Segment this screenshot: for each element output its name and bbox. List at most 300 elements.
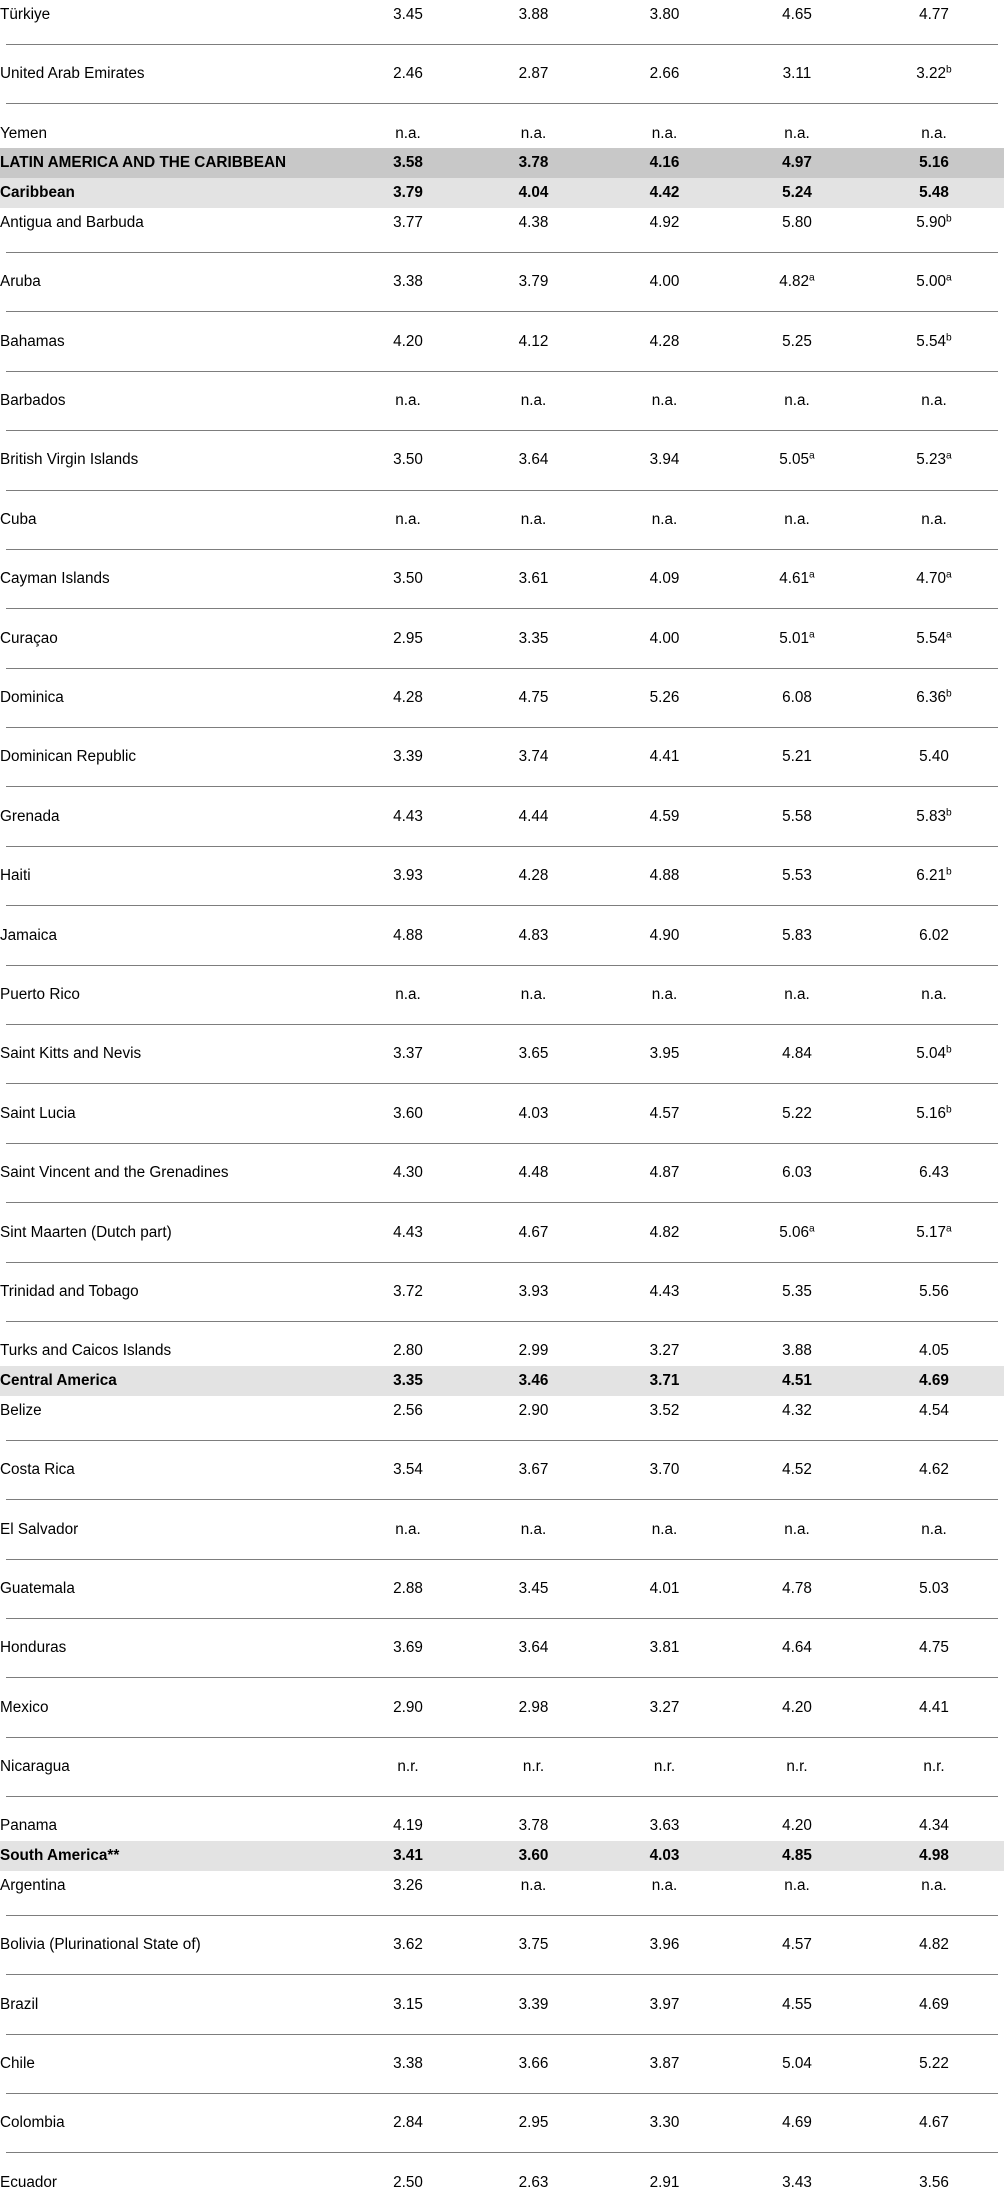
row-separator-line: [0, 832, 1004, 862]
data-cell: [348, 445, 468, 475]
table-row: [0, 148, 1004, 178]
cell-value: 3.39: [518, 1995, 549, 2013]
cell-value: n.a.: [651, 1876, 678, 1894]
cell-value: 3.79: [518, 273, 549, 291]
row-separator: [0, 594, 1004, 624]
data-cell: [468, 1277, 599, 1307]
cell-value: 4.43: [649, 1282, 680, 1300]
data-cell: [730, 1841, 864, 1871]
cell-value: 5.56: [919, 1282, 949, 1300]
data-cell: [864, 2168, 1004, 2198]
row-separator: [0, 1485, 1004, 1515]
cell-value: n.a.: [651, 1520, 678, 1538]
footnote-marker: a: [809, 629, 815, 641]
data-cell: [348, 386, 468, 416]
cell-value: 3.38: [393, 2055, 423, 2073]
row-separator-line: [0, 950, 1004, 980]
cell-value: 3.60: [518, 1847, 549, 1865]
row-label: Bolivia (Plurinational State of): [0, 1936, 201, 1954]
data-cell: [468, 1633, 599, 1663]
data-cell: [348, 1515, 468, 1545]
data-cell: [730, 445, 864, 475]
data-cell: [864, 208, 1004, 238]
footnote-marker: a: [946, 1222, 952, 1234]
cell-value: 4.34: [919, 1817, 949, 1835]
data-cell: [864, 267, 1004, 297]
footnote-marker: b: [946, 807, 952, 819]
row-label: United Arab Emirates: [0, 65, 145, 83]
cell-value: n.a.: [520, 1520, 547, 1538]
data-cell: [348, 1752, 468, 1782]
cell-value: 2.56: [393, 1401, 423, 1419]
data-cell: [730, 624, 864, 654]
row-separator-line: [0, 1069, 1004, 1099]
cell-value: 3.64: [518, 1639, 549, 1657]
cell-value: n.a.: [651, 985, 678, 1003]
data-cell: [599, 2168, 730, 2198]
row-label: Honduras: [0, 1639, 67, 1657]
data-cell: [468, 1871, 599, 1901]
table-row: [0, 1396, 1004, 1426]
table-row: [0, 742, 1004, 772]
data-cell: [599, 1158, 730, 1188]
cell-value: n.a.: [784, 1520, 810, 1538]
cell-value: 4.52: [782, 1461, 812, 1479]
row-label: Chile: [0, 2055, 35, 2073]
cell-value: 3.94: [649, 451, 680, 469]
cell-value: 5.24: [782, 184, 812, 202]
cell-value: 6.21: [916, 867, 947, 885]
cell-value: 3.74: [518, 748, 549, 766]
cell-value: 4.20: [782, 1698, 812, 1716]
data-cell: [599, 1099, 730, 1129]
cell-value: 2.95: [393, 629, 423, 647]
data-cell: [864, 1811, 1004, 1841]
data-cell: [730, 1633, 864, 1663]
row-separator-line: [0, 238, 1004, 268]
cell-value: 4.20: [393, 332, 423, 350]
row-label: Argentina: [0, 1876, 66, 1894]
data-cell: [599, 683, 730, 713]
cell-value: 2.98: [518, 1698, 549, 1716]
row-separator-line: [0, 891, 1004, 921]
cell-value: n.r.: [522, 1758, 545, 1776]
data-cell: [348, 2108, 468, 2138]
row-separator: [0, 772, 1004, 802]
data-cell: [468, 208, 599, 238]
data-cell: [599, 980, 730, 1010]
cell-value: 3.61: [518, 570, 549, 588]
data-cell: [864, 1366, 1004, 1396]
row-label: Puerto Rico: [0, 985, 80, 1003]
data-cell: [730, 1039, 864, 1069]
data-cell: [730, 2108, 864, 2138]
data-cell: [348, 1811, 468, 1841]
cell-value: 6.08: [782, 689, 812, 707]
cell-value: 4.41: [919, 1698, 949, 1716]
row-separator-line: [0, 1663, 1004, 1693]
cell-value: 4.20: [782, 1817, 812, 1835]
row-label: Belize: [0, 1401, 42, 1419]
data-cell: [348, 1158, 468, 1188]
data-cell: [730, 267, 864, 297]
cell-value: 3.63: [649, 1817, 680, 1835]
data-cell: [468, 386, 599, 416]
row-separator: [0, 1307, 1004, 1337]
table-row: [0, 1277, 1004, 1307]
cell-value: n.a.: [395, 392, 421, 410]
cell-value: 5.23: [916, 451, 947, 469]
data-cell: [730, 1218, 864, 1248]
row-separator: [0, 356, 1004, 386]
cell-value: 2.88: [393, 1579, 423, 1597]
data-cell: [468, 327, 599, 357]
data-cell: [730, 386, 864, 416]
cell-value: 3.39: [393, 748, 423, 766]
cell-value: 2.95: [518, 2114, 549, 2132]
table-row: [0, 1811, 1004, 1841]
cell-value: 4.44: [518, 807, 549, 825]
cell-value: 3.54: [393, 1461, 423, 1479]
data-cell: [348, 980, 468, 1010]
data-cell: [599, 148, 730, 178]
data-cell: [468, 59, 599, 89]
cell-value: 5.83: [782, 926, 812, 944]
data-cell: [468, 742, 599, 772]
cell-value: n.a.: [651, 392, 678, 410]
data-cell: [468, 0, 599, 30]
row-separator-line: [0, 594, 1004, 624]
data-cell: [348, 1099, 468, 1129]
data-cell: [864, 564, 1004, 594]
table-row: [0, 802, 1004, 832]
data-cell: [730, 119, 864, 149]
cell-value: 2.50: [393, 2173, 423, 2191]
row-label: Ecuador: [0, 2173, 57, 2191]
footnote-marker: a: [946, 629, 952, 641]
cell-value: n.a.: [520, 124, 547, 142]
table-row: [0, 1841, 1004, 1871]
table-row: [0, 564, 1004, 594]
cell-value: 5.05: [779, 451, 810, 469]
cell-value: 4.75: [919, 1639, 949, 1657]
row-label: Yemen: [0, 124, 48, 142]
cell-value: 4.57: [649, 1104, 680, 1122]
cell-value: 6.02: [919, 926, 949, 944]
cell-value: 5.53: [782, 867, 812, 885]
cell-value: 5.04: [916, 1045, 947, 1063]
cell-value: n.a.: [520, 985, 547, 1003]
data-cell: [599, 1841, 730, 1871]
cell-value: 4.42: [649, 184, 680, 202]
row-separator: [0, 1010, 1004, 1040]
cell-value: 4.77: [919, 6, 949, 23]
data-cell: [599, 1218, 730, 1248]
cell-value: 4.69: [782, 2114, 812, 2132]
data-cell: [599, 119, 730, 149]
row-separator: [0, 1247, 1004, 1277]
cell-value: 4.61: [779, 570, 810, 588]
data-cell: [864, 0, 1004, 30]
data-cell: [468, 980, 599, 1010]
row-separator: [0, 1722, 1004, 1752]
table-row: [0, 1515, 1004, 1545]
cell-value: 4.09: [649, 570, 680, 588]
row-separator: [0, 891, 1004, 921]
cell-value: 5.04: [782, 2055, 812, 2073]
data-cell: [468, 1336, 599, 1366]
cell-value: 4.67: [919, 2114, 949, 2132]
row-separator: [0, 2138, 1004, 2168]
cell-value: 5.22: [782, 1104, 812, 1122]
data-cell: [864, 386, 1004, 416]
cell-value: 3.22: [916, 65, 947, 83]
row-separator: [0, 653, 1004, 683]
cell-value: 4.28: [518, 867, 549, 885]
data-cell: [864, 921, 1004, 951]
cell-value: n.a.: [784, 392, 810, 410]
cell-value: 3.37: [393, 1045, 423, 1063]
cell-value: n.r.: [397, 1758, 419, 1776]
cell-value: 5.17: [916, 1223, 947, 1241]
cell-value: 4.67: [518, 1223, 549, 1241]
data-cell: [599, 861, 730, 891]
cell-value: 3.30: [649, 2114, 680, 2132]
data-cell: [730, 980, 864, 1010]
cell-value: 4.82: [779, 273, 810, 291]
data-cell: [468, 802, 599, 832]
data-cell: [599, 505, 730, 535]
row-label: Saint Kitts and Nevis: [0, 1045, 142, 1063]
cell-value: 4.04: [518, 184, 549, 202]
row-separator: [0, 1901, 1004, 1931]
data-cell: [864, 1633, 1004, 1663]
cell-value: 3.43: [782, 2173, 812, 2191]
cell-value: 4.30: [393, 1164, 423, 1182]
cell-value: 2.80: [393, 1342, 423, 1360]
cell-value: 5.54: [916, 629, 947, 647]
cell-value: 3.78: [518, 1817, 549, 1835]
cell-value: 4.16: [649, 154, 680, 172]
row-separator-line: [0, 1307, 1004, 1337]
table-row: [0, 1336, 1004, 1366]
data-cell: [864, 1099, 1004, 1129]
cell-value: 3.62: [393, 1936, 423, 1954]
data-cell: [730, 1990, 864, 2020]
row-label: Brazil: [0, 1995, 39, 2013]
row-separator: [0, 535, 1004, 565]
cell-value: 5.03: [919, 1579, 949, 1597]
data-cell: [468, 2168, 599, 2198]
cell-value: 2.90: [518, 1401, 549, 1419]
footnote-marker: b: [946, 332, 952, 344]
data-cell: [468, 683, 599, 713]
data-cell: [599, 1633, 730, 1663]
cell-value: 3.66: [518, 2055, 549, 2073]
data-cell: [599, 742, 730, 772]
table-row: [0, 386, 1004, 416]
data-cell: [348, 2049, 468, 2079]
cell-value: 4.62: [919, 1461, 949, 1479]
cell-value: 4.41: [649, 748, 680, 766]
data-cell: [599, 0, 730, 30]
cell-value: 4.82: [649, 1223, 680, 1241]
data-cell: [599, 1871, 730, 1901]
data-cell: [468, 148, 599, 178]
data-cell: [599, 267, 730, 297]
row-label: Cuba: [0, 510, 37, 528]
data-cell: [599, 327, 730, 357]
cell-value: 3.45: [518, 1579, 549, 1597]
cell-value: 4.64: [782, 1639, 812, 1657]
cell-value: 6.36: [916, 689, 947, 707]
cell-value: 4.28: [393, 689, 423, 707]
data-cell: [730, 2049, 864, 2079]
cell-value: 3.50: [393, 570, 423, 588]
data-cell: [348, 742, 468, 772]
data-cell: [348, 1930, 468, 1960]
row-separator: [0, 2079, 1004, 2109]
data-cell: [864, 2108, 1004, 2138]
data-cell: [730, 1277, 864, 1307]
cell-value: 4.69: [919, 1995, 949, 2013]
cell-value: 4.65: [782, 6, 812, 23]
data-cell: [864, 2049, 1004, 2079]
data-cell: [730, 1455, 864, 1485]
data-cell: [599, 445, 730, 475]
cell-value: 4.78: [782, 1579, 812, 1597]
cell-value: 4.82: [919, 1936, 949, 1954]
cell-value: n.a.: [651, 124, 678, 142]
row-separator-line: [0, 1722, 1004, 1752]
data-cell: [348, 1574, 468, 1604]
data-cell: [599, 208, 730, 238]
table-row: [0, 445, 1004, 475]
footnote-marker: b: [946, 213, 952, 225]
cell-value: 4.69: [919, 1372, 949, 1390]
cell-value: 3.75: [518, 1936, 549, 1954]
row-separator-line: [0, 1960, 1004, 1990]
data-cell: [599, 1990, 730, 2020]
data-cell: [599, 2049, 730, 2079]
table-row: [0, 1218, 1004, 1248]
data-cell: [348, 802, 468, 832]
cell-value: 5.58: [782, 807, 812, 825]
cell-value: 5.00: [916, 273, 947, 291]
cell-value: 3.87: [649, 2055, 680, 2073]
data-cell: [348, 1366, 468, 1396]
cell-value: n.a.: [395, 510, 421, 528]
cell-value: n.a.: [520, 510, 547, 528]
row-separator-line: [0, 1901, 1004, 1931]
cell-value: 4.43: [393, 1223, 423, 1241]
data-cell: [468, 267, 599, 297]
cell-value: 4.00: [649, 629, 680, 647]
data-cell: [864, 1455, 1004, 1485]
row-label: Dominican Republic: [0, 748, 137, 766]
data-cell: [730, 1871, 864, 1901]
cell-value: 5.35: [782, 1282, 812, 1300]
cell-value: 4.55: [782, 1995, 812, 2013]
data-cell: [599, 921, 730, 951]
data-cell: [864, 119, 1004, 149]
data-cell: [468, 1218, 599, 1248]
row-separator-line: [0, 1425, 1004, 1455]
cell-value: 3.67: [518, 1461, 549, 1479]
row-separator-line: [0, 772, 1004, 802]
cell-value: 4.03: [649, 1847, 680, 1865]
table-row: [0, 178, 1004, 208]
data-cell: [348, 1277, 468, 1307]
data-cell: [730, 564, 864, 594]
cell-value: 3.65: [518, 1045, 549, 1063]
data-cell: [599, 1366, 730, 1396]
cell-value: 4.03: [518, 1104, 549, 1122]
data-cell: [599, 1930, 730, 1960]
data-cell: [864, 1039, 1004, 1069]
cell-value: n.a.: [921, 510, 947, 528]
cell-value: 5.16: [919, 154, 949, 172]
data-cell: [864, 1218, 1004, 1248]
cell-value: n.a.: [395, 1520, 421, 1538]
data-cell: [468, 2108, 599, 2138]
row-label: Haiti: [0, 867, 31, 885]
row-label: Mexico: [0, 1698, 49, 1716]
data-cell: [599, 1455, 730, 1485]
data-cell: [468, 624, 599, 654]
cell-value: n.a.: [520, 1876, 547, 1894]
data-cell: [468, 445, 599, 475]
row-separator-line: [0, 1544, 1004, 1574]
footnote-marker: b: [946, 688, 952, 700]
cell-value: 3.88: [518, 6, 549, 23]
row-label: Aruba: [0, 273, 41, 291]
cell-value: 4.70: [916, 570, 947, 588]
cell-value: 2.91: [649, 2173, 680, 2191]
data-cell: [599, 178, 730, 208]
footnote-marker: a: [809, 1222, 815, 1234]
data-cell: [730, 59, 864, 89]
cell-value: 3.88: [782, 1342, 812, 1360]
row-separator: [0, 475, 1004, 505]
table-row: [0, 1574, 1004, 1604]
data-cell: [348, 2168, 468, 2198]
cell-value: 3.97: [649, 1995, 680, 2013]
table-row: [0, 1099, 1004, 1129]
data-cell: [864, 1396, 1004, 1426]
footnote-marker: b: [946, 1104, 952, 1116]
table-row: [0, 1693, 1004, 1723]
data-cell: [468, 178, 599, 208]
cell-value: 4.90: [649, 926, 680, 944]
data-cell: [348, 178, 468, 208]
cell-value: 4.59: [649, 807, 680, 825]
cell-value: 4.83: [518, 926, 549, 944]
data-cell: [730, 1574, 864, 1604]
cell-value: 5.26: [649, 689, 680, 707]
row-separator: [0, 1128, 1004, 1158]
row-separator-line: [0, 416, 1004, 446]
cell-value: 3.38: [393, 273, 423, 291]
table-row: [0, 683, 1004, 713]
cell-value: n.r.: [653, 1758, 676, 1776]
row-separator-line: [0, 1010, 1004, 1040]
data-cell: [730, 1158, 864, 1188]
cell-value: 3.77: [393, 213, 423, 231]
footnote-marker: b: [946, 64, 952, 76]
data-cell: [348, 1336, 468, 1366]
data-cell: [468, 1811, 599, 1841]
